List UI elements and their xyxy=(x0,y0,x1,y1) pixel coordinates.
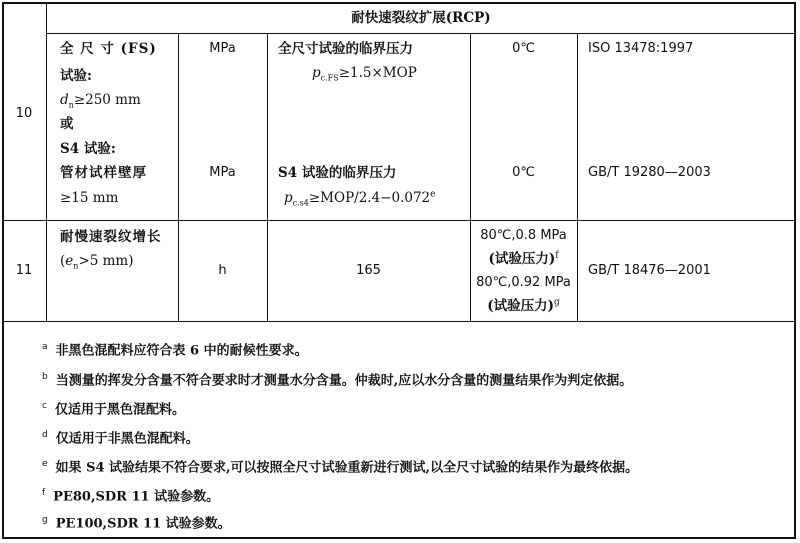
row11-condition-2 xyxy=(470,250,577,268)
row10-s4-condition: 0℃ xyxy=(512,165,535,180)
footnote-a-mark: a xyxy=(42,342,48,352)
footnote-a xyxy=(42,338,308,360)
row10-number: 10 xyxy=(15,106,33,121)
row11-condition-4-text: (试验压力) xyxy=(487,298,554,314)
footnote-c-mark: c xyxy=(42,401,47,411)
row11-item-line2 xyxy=(60,252,134,270)
row10-s4-req-title: S4 试验的临界压力 xyxy=(278,165,397,181)
row10-fs-method: ISO 13478:1997 xyxy=(588,41,694,56)
row10-fs-req-rest: ≥1.5×MOP xyxy=(338,65,417,81)
row10-s4-req-mark: e xyxy=(430,189,436,200)
row10-item-line3-sub: n xyxy=(68,100,74,110)
row10-s4-req-var: p xyxy=(284,190,293,206)
row10-fs-unit: MPa xyxy=(209,41,236,56)
footnote-e-mark: e xyxy=(42,459,48,469)
row10-s4-method: GB/T 19280—2003 xyxy=(588,165,711,180)
header-bottom-line xyxy=(46,33,796,34)
footnote-g xyxy=(42,511,231,533)
col-cond-divider xyxy=(577,33,578,321)
row11-condition-4 xyxy=(470,297,577,315)
row10-item-line3-var: d xyxy=(60,92,69,108)
row10-item-line1: 全 尺 寸 (FS) xyxy=(60,41,157,57)
row10-item-line7: ≥15 mm xyxy=(60,190,119,206)
row10-item-line6: 管材试样壁厚 xyxy=(60,165,147,181)
footnote-f-mark: f xyxy=(42,488,46,498)
row11-condition-1: 80℃,0.8 MPa xyxy=(480,228,567,243)
footnote-f xyxy=(42,484,219,506)
row10-fs-req-formula xyxy=(312,64,417,82)
footnote-a-text: 非黑色混配料应符合表 6 中的耐候性要求。 xyxy=(55,343,308,359)
footnote-g-text: PE100,SDR 11 试验参数。 xyxy=(55,516,231,532)
row11-unit: h xyxy=(218,263,227,278)
row11-item-line2-rest: >5 mm) xyxy=(78,253,134,269)
footnote-e xyxy=(42,455,638,477)
footnote-d xyxy=(42,426,199,448)
row11-item-line2-open: ( xyxy=(60,253,66,269)
row10-item-line2: 试验: xyxy=(60,68,92,84)
row10-bottom-line xyxy=(2,220,796,221)
row10-s4-req-formula xyxy=(284,189,435,207)
footnote-f-text: PE80,SDR 11 试验参数。 xyxy=(53,489,220,505)
row10-s4-unit: MPa xyxy=(209,165,236,180)
row11-method: GB/T 18476—2001 xyxy=(588,263,711,278)
footnote-e-text: 如果 S4 试验结果不符合要求,可以按照全尺寸试验重新进行测试,以全尺寸试验的结果作为最终依据。 xyxy=(55,460,639,476)
row11-number: 11 xyxy=(15,263,33,278)
row11-item-line1: 耐慢速裂纹增长 xyxy=(60,229,162,245)
row10-item-line3-rest: ≥250 mm xyxy=(73,92,141,108)
row10-s4-req-sub: c.s4 xyxy=(292,198,309,208)
section-header: 耐快速裂纹扩展(RCP) xyxy=(351,10,491,26)
footnote-b-mark: b xyxy=(42,372,48,382)
col-no-divider xyxy=(46,2,47,321)
row11-condition-2-text: (试验压力) xyxy=(488,251,556,267)
row10-fs-req-sub: c.FS xyxy=(320,73,339,83)
row10-item-line4: 或 xyxy=(60,116,74,132)
row11-item-line2-sub: n xyxy=(73,261,79,271)
row11-condition-2-mark: f xyxy=(555,250,559,261)
footnote-b-text: 当测量的挥发分含量不符合要求时才测量水分含量。仲裁时,应以水分含量的测量结果作为判定依据。 xyxy=(55,373,633,389)
row11-condition-3: 80℃,0.92 MPa xyxy=(476,275,571,290)
row10-fs-req-var: p xyxy=(312,65,321,81)
row11-bottom-line xyxy=(2,321,796,322)
row10-s4-req-rest: ≥MOP/2.4−0.072 xyxy=(308,190,431,206)
footnote-c-text: 仅适用于黑色混配料。 xyxy=(54,402,185,418)
footnote-d-text: 仅适用于非黑色混配料。 xyxy=(55,431,199,447)
row10-item-line5: S4 试验: xyxy=(60,141,116,157)
row10-fs-req-title: 全尺寸试验的临界压力 xyxy=(278,41,413,57)
row11-item-line2-var: e xyxy=(65,253,74,269)
row10-fs-condition: 0℃ xyxy=(512,41,535,56)
row11-condition-4-mark: g xyxy=(554,297,560,308)
footnote-b xyxy=(42,368,632,390)
footnote-c xyxy=(42,397,185,419)
row11-requirement: 165 xyxy=(356,263,381,278)
row10-item-line3 xyxy=(60,91,141,109)
footnote-d-mark: d xyxy=(42,430,48,440)
footnote-g-mark: g xyxy=(42,515,48,525)
